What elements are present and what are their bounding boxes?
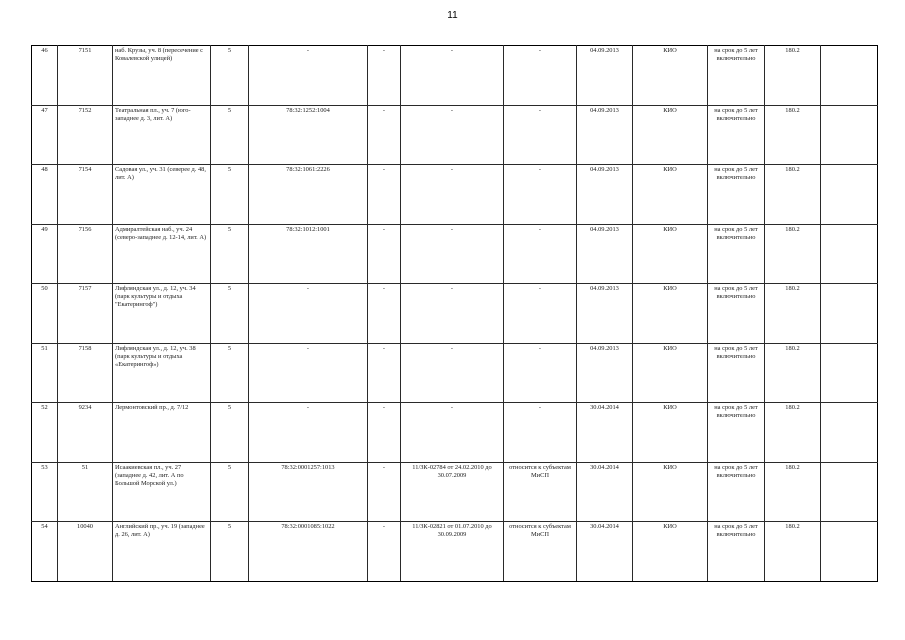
- cell-smb-relation: -: [504, 284, 577, 344]
- cell-organization: КИО: [633, 165, 708, 225]
- cell-cadastral-number: 78:32:1012:1001: [249, 224, 368, 284]
- table-row: [32, 522, 878, 582]
- cell-address: Адмиралтейская наб., уч. 24 (северо-западнее д. 12-14, лит. А): [113, 224, 211, 284]
- cell-organization: КИО: [633, 105, 708, 165]
- table-row: [32, 343, 878, 403]
- cell-address: наб. Крузы, уч. 8 (пересечение с Ковалевской улицей): [113, 46, 211, 106]
- cell-category: 5: [211, 403, 249, 463]
- cell-contract-info: -: [401, 403, 504, 463]
- cell-organization: КИО: [633, 343, 708, 403]
- table-row: [32, 462, 878, 522]
- cell-column-6: -: [368, 403, 401, 463]
- cell-row-number: 48: [32, 165, 58, 225]
- cell-contract-info: -: [401, 343, 504, 403]
- cell-column-6: -: [368, 46, 401, 106]
- cell-cadastral-number: -: [249, 46, 368, 106]
- cell-cadastral-number: 78:32:0001257:1013: [249, 462, 368, 522]
- cell-cadastral-number: -: [249, 284, 368, 344]
- cell-category: 5: [211, 522, 249, 582]
- cell-organization: КИО: [633, 224, 708, 284]
- table-row: [32, 105, 878, 165]
- cell-classifier-code: 180.2: [765, 462, 821, 522]
- cell-lease-term: на срок до 5 лет включительно: [708, 224, 765, 284]
- registry-table: [31, 45, 878, 582]
- cell-cadastral-number: 78:32:1252:1004: [249, 105, 368, 165]
- cell-row-number: 51: [32, 343, 58, 403]
- cell-category: 5: [211, 284, 249, 344]
- cell-cadastral-number: 78:32:1061:2226: [249, 165, 368, 225]
- cell-address: Театральная пл., уч. 7 (юго-западнее д. 3, лит. А): [113, 105, 211, 165]
- cell-category: 5: [211, 462, 249, 522]
- cell-lease-term: на срок до 5 лет включительно: [708, 403, 765, 463]
- cell-address: Лифляндская ул., д. 12, уч. 34 (парк культуры и отдыха "Екатерингоф"): [113, 284, 211, 344]
- cell-smb-relation: -: [504, 165, 577, 225]
- cell-organization: КИО: [633, 284, 708, 344]
- cell-category: 5: [211, 105, 249, 165]
- cell-classifier-code: 180.2: [765, 165, 821, 225]
- cell-column-6: -: [368, 165, 401, 225]
- cell-object-code: 7154: [58, 165, 113, 225]
- cell-column-6: -: [368, 343, 401, 403]
- cell-lease-term: на срок до 5 лет включительно: [708, 46, 765, 106]
- cell-extra-column: [821, 105, 878, 165]
- table-row: [32, 403, 878, 463]
- cell-classifier-code: 180.2: [765, 343, 821, 403]
- cell-inclusion-date: 04.09.2013: [577, 165, 633, 225]
- cell-extra-column: [821, 165, 878, 225]
- cell-column-6: -: [368, 462, 401, 522]
- cell-extra-column: [821, 224, 878, 284]
- cell-cadastral-number: -: [249, 343, 368, 403]
- cell-object-code: 9234: [58, 403, 113, 463]
- cell-organization: КИО: [633, 403, 708, 463]
- cell-lease-term: на срок до 5 лет включительно: [708, 522, 765, 582]
- cell-organization: КИО: [633, 522, 708, 582]
- cell-inclusion-date: 30.04.2014: [577, 403, 633, 463]
- cell-object-code: 7151: [58, 46, 113, 106]
- cell-object-code: 7156: [58, 224, 113, 284]
- cell-object-code: 7157: [58, 284, 113, 344]
- cell-inclusion-date: 30.04.2014: [577, 522, 633, 582]
- registry-table-body: [32, 46, 878, 582]
- cell-inclusion-date: 04.09.2013: [577, 105, 633, 165]
- table-row: [32, 165, 878, 225]
- cell-classifier-code: 180.2: [765, 522, 821, 582]
- cell-classifier-code: 180.2: [765, 46, 821, 106]
- cell-contract-info: -: [401, 224, 504, 284]
- cell-column-6: -: [368, 522, 401, 582]
- cell-extra-column: [821, 522, 878, 582]
- cell-smb-relation: -: [504, 403, 577, 463]
- cell-inclusion-date: 04.09.2013: [577, 343, 633, 403]
- cell-lease-term: на срок до 5 лет включительно: [708, 462, 765, 522]
- page-number: 11: [447, 10, 458, 21]
- cell-column-6: -: [368, 284, 401, 344]
- cell-inclusion-date: 04.09.2013: [577, 224, 633, 284]
- cell-extra-column: [821, 462, 878, 522]
- cell-address: Лифляндская ул., д. 12, уч. 38 (парк культуры и отдыха «Екатерингоф»): [113, 343, 211, 403]
- cell-row-number: 50: [32, 284, 58, 344]
- cell-address: Лермонтовский пр., д. 7/12: [113, 403, 211, 463]
- cell-extra-column: [821, 46, 878, 106]
- cell-lease-term: на срок до 5 лет включительно: [708, 105, 765, 165]
- cell-row-number: 53: [32, 462, 58, 522]
- cell-inclusion-date: 04.09.2013: [577, 46, 633, 106]
- cell-classifier-code: 180.2: [765, 105, 821, 165]
- cell-smb-relation: -: [504, 105, 577, 165]
- cell-lease-term: на срок до 5 лет включительно: [708, 343, 765, 403]
- cell-object-code: 7158: [58, 343, 113, 403]
- cell-object-code: 10040: [58, 522, 113, 582]
- cell-contract-info: -: [401, 46, 504, 106]
- cell-smb-relation: относится к субъектам МиСП: [504, 462, 577, 522]
- cell-row-number: 52: [32, 403, 58, 463]
- table-row: [32, 224, 878, 284]
- cell-category: 5: [211, 343, 249, 403]
- cell-address: Исаакиевская пл., уч. 27 (западнее д. 42, лит. А по Большой Морской ул.): [113, 462, 211, 522]
- cell-extra-column: [821, 403, 878, 463]
- cell-address: Садовая ул., уч. 31 (северее д. 48, лит. А): [113, 165, 211, 225]
- table-row: [32, 46, 878, 106]
- cell-row-number: 54: [32, 522, 58, 582]
- cell-contract-info: -: [401, 105, 504, 165]
- cell-category: 5: [211, 165, 249, 225]
- cell-cadastral-number: -: [249, 403, 368, 463]
- table-row: [32, 284, 878, 344]
- cell-contract-info: 11/ЗК-02784 от 24.02.2010 до 30.07.2009: [401, 462, 504, 522]
- cell-lease-term: на срок до 5 лет включительно: [708, 284, 765, 344]
- cell-address: Английский пр., уч. 19 (западнее д. 26, лит. А): [113, 522, 211, 582]
- cell-smb-relation: -: [504, 46, 577, 106]
- cell-row-number: 49: [32, 224, 58, 284]
- cell-classifier-code: 180.2: [765, 403, 821, 463]
- cell-inclusion-date: 04.09.2013: [577, 284, 633, 344]
- cell-column-6: -: [368, 105, 401, 165]
- cell-row-number: 46: [32, 46, 58, 106]
- cell-contract-info: 11/ЗК-02821 от 01.07.2010 до 30.09.2009: [401, 522, 504, 582]
- cell-object-code: 7152: [58, 105, 113, 165]
- cell-column-6: -: [368, 224, 401, 284]
- cell-extra-column: [821, 284, 878, 344]
- cell-organization: КИО: [633, 462, 708, 522]
- cell-inclusion-date: 30.04.2014: [577, 462, 633, 522]
- cell-contract-info: -: [401, 284, 504, 344]
- cell-extra-column: [821, 343, 878, 403]
- cell-smb-relation: относится к субъектам МиСП: [504, 522, 577, 582]
- cell-cadastral-number: 78:32:0001085:1022: [249, 522, 368, 582]
- cell-row-number: 47: [32, 105, 58, 165]
- cell-category: 5: [211, 46, 249, 106]
- cell-object-code: 51: [58, 462, 113, 522]
- cell-classifier-code: 180.2: [765, 284, 821, 344]
- cell-smb-relation: -: [504, 224, 577, 284]
- cell-contract-info: -: [401, 165, 504, 225]
- cell-classifier-code: 180.2: [765, 224, 821, 284]
- cell-smb-relation: -: [504, 343, 577, 403]
- cell-organization: КИО: [633, 46, 708, 106]
- cell-category: 5: [211, 224, 249, 284]
- cell-lease-term: на срок до 5 лет включительно: [708, 165, 765, 225]
